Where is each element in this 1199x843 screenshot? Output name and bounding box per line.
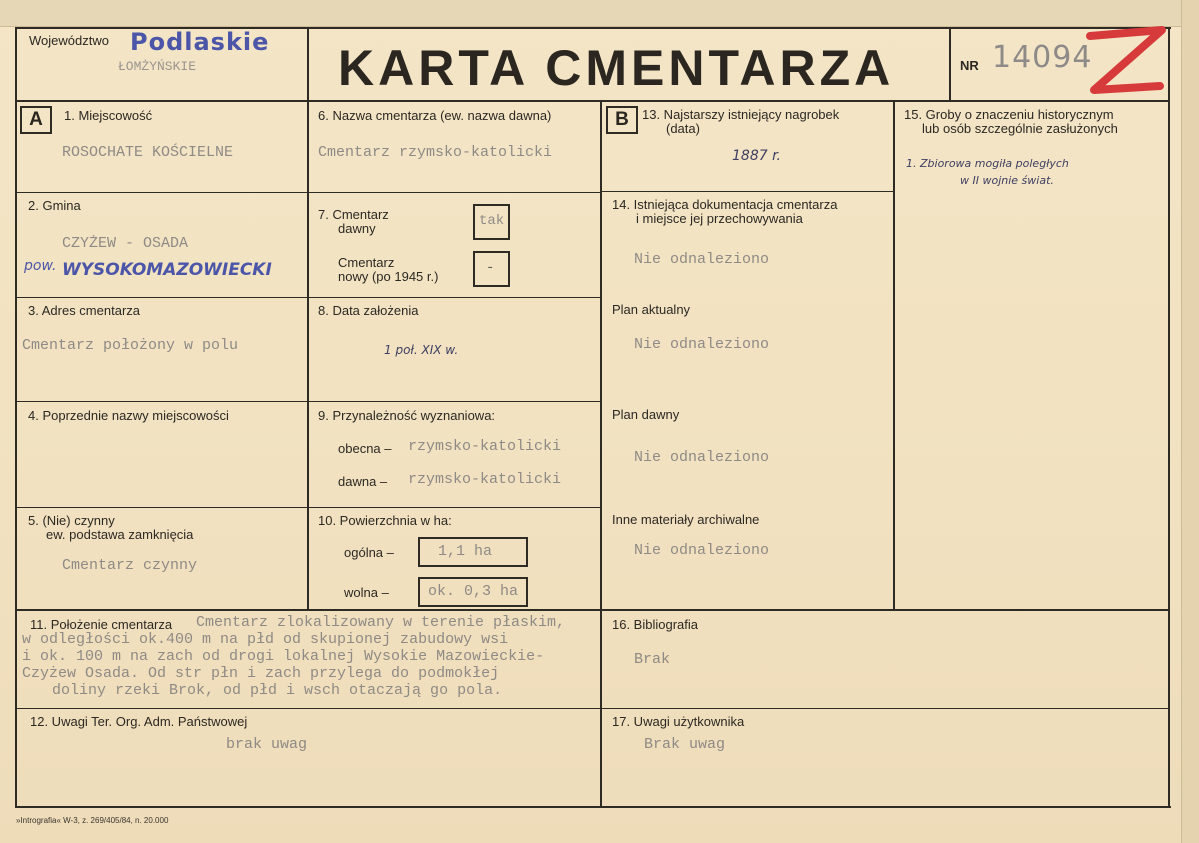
plan-current-value: Nie odnaleziono [634, 336, 770, 353]
voivodeship-label: Województwo [29, 33, 109, 48]
field-17-value: Brak uwag [644, 736, 726, 753]
field-8-value: 1 poł. XIX w. [384, 343, 459, 357]
field-11-label: 11. Położenie cmentarza [30, 617, 173, 632]
field-10-free-label: wolna – [344, 585, 389, 600]
field-7-new-value: - [486, 260, 495, 276]
field-10-total-label: ogólna – [344, 545, 394, 560]
border-bottom [15, 806, 1171, 808]
field-11-line-3: i ok. 100 m na zach od drogi lokalnej Wysokie Mazowieckie- [22, 648, 545, 665]
paper-top-edge [0, 0, 1199, 27]
row-line-main [15, 609, 1170, 611]
voivodeship-stamp: Podlaskie [130, 28, 270, 56]
field-13-value: 1887 r. [732, 148, 781, 164]
field-10-free-box [418, 577, 528, 607]
field-12-label: 12. Uwagi Ter. Org. Adm. Państwowej [30, 714, 248, 729]
field-2-label: 2. Gmina [28, 198, 81, 213]
field-14-label-2: i miejsce jej przechowywania [636, 211, 803, 226]
nr-divider [949, 27, 951, 100]
field-11-line-1: Cmentarz zlokalizowany w terenie płaskim, [196, 614, 566, 631]
field-7-label-3: Cmentarz [338, 255, 395, 270]
field-10-free-value: ok. 0,3 ha [428, 583, 519, 600]
col-divider-3 [893, 100, 895, 610]
field-15-value-2: w II wojnie świat. [960, 174, 1054, 187]
field-7-new-box [473, 251, 510, 287]
field-14-label-1: 14. Istniejąca dokumentacja cmentarza [612, 197, 838, 212]
row-line-a3 [15, 401, 601, 402]
voivodeship-typed: ŁOMŻYŃSKIE [118, 59, 197, 74]
other-materials-label: Inne materiały archiwalne [612, 512, 760, 527]
field-7-label-2: dawny [338, 221, 376, 236]
field-13-label-2: (data) [666, 121, 700, 136]
nr-label: NR [960, 58, 979, 73]
field-5-label-1: 5. (Nie) czynny [28, 513, 115, 528]
field-11-line-5: doliny rzeki Brok, od płd i wsch otaczają go pola. [52, 682, 503, 699]
border-right [1168, 27, 1170, 808]
field-8-label: 8. Data założenia [318, 303, 419, 318]
field-17-label: 17. Uwagi użytkownika [612, 714, 745, 729]
field-9-current-value: rzymsko-katolicki [408, 438, 562, 455]
field-3-value: Cmentarz położony w polu [22, 337, 239, 354]
row-line-a2 [15, 297, 601, 298]
field-4-label: 4. Poprzednie nazwy miejscowości [28, 408, 229, 423]
field-15-label-1: 15. Groby o znaczeniu historycznym [904, 107, 1114, 122]
section-b-badge: B [606, 106, 638, 134]
field-11-line-2: w odległości ok.400 m na płd od skupionej zabudowy wsi [22, 631, 509, 648]
field-1-label: 1. Miejscowość [64, 108, 153, 123]
field-15-value-1: 1. Zbiorowa mogiła poległych [906, 157, 1069, 170]
row-line-a1 [15, 192, 601, 193]
field-3-label: 3. Adres cmentarza [28, 303, 140, 318]
field-5-label-2: ew. podstawa zamknięcia [46, 527, 194, 542]
field-10-label: 10. Powierzchnia w ha: [318, 513, 452, 528]
field-13-label-1: 13. Najstarszy istniejący nagrobek [642, 107, 840, 122]
field-9-former-label: dawna – [338, 474, 388, 489]
field-16-label: 16. Bibliografia [612, 617, 698, 632]
other-materials-value: Nie odnaleziono [634, 542, 770, 559]
field-6-value: Cmentarz rzymsko-katolicki [318, 144, 553, 161]
field-14-value: Nie odnaleziono [634, 251, 770, 268]
paper-right-edge [1181, 0, 1199, 843]
field-9-label: 9. Przynależność wyznaniowa: [318, 408, 496, 423]
printer-footer: »Intrografia« W-3, z. 269/405/84, n. 20.000 [16, 816, 169, 825]
field-11-line-4: Czyżew Osada. Od str płn i zach przylega do podmokłej [22, 665, 500, 682]
header-divider [15, 100, 1170, 102]
field-2-stamp: WYSOKOMAZOWIECKI [62, 260, 272, 280]
red-z-mark [1084, 26, 1168, 107]
row-line-bottom [15, 708, 1170, 709]
field-7-old-box [473, 204, 510, 240]
field-6-label: 6. Nazwa cmentarza (ew. nazwa dawna) [318, 108, 552, 123]
border-left [15, 27, 17, 808]
field-1-value: ROSOCHATE KOŚCIELNE [62, 144, 234, 161]
field-10-total-box [418, 537, 528, 567]
field-15-label-2: lub osób szczególnie zasłużonych [922, 121, 1118, 136]
field-2-value: CZYŻEW - OSADA [62, 235, 189, 252]
field-9-former-value: rzymsko-katolicki [408, 471, 562, 488]
field-7-label-4: nowy (po 1945 r.) [338, 269, 439, 284]
field-12-value: brak uwag [226, 736, 308, 753]
row-line-a4 [15, 507, 601, 508]
field-16-value: Brak [634, 651, 671, 668]
field-10-total-value: 1,1 ha [438, 543, 493, 560]
field-7-label-1: 7. Cmentarz [318, 207, 389, 222]
plan-old-value: Nie odnaleziono [634, 449, 770, 466]
plan-current-label: Plan aktualny [612, 302, 691, 317]
section-a-badge: A [20, 106, 52, 134]
field-9-current-label: obecna – [338, 441, 392, 456]
card-title: KARTA CMENTARZA [338, 40, 895, 96]
field-7-old-value: tak [479, 213, 505, 229]
col-divider-1 [307, 27, 309, 610]
row-line-b1 [601, 191, 893, 192]
plan-old-label: Plan dawny [612, 407, 680, 422]
col-divider-2 [600, 100, 602, 806]
field-5-value: Cmentarz czynny [62, 557, 198, 574]
field-2-stamp-prefix: pow. [24, 258, 57, 274]
nr-value: 14094 [992, 40, 1093, 75]
